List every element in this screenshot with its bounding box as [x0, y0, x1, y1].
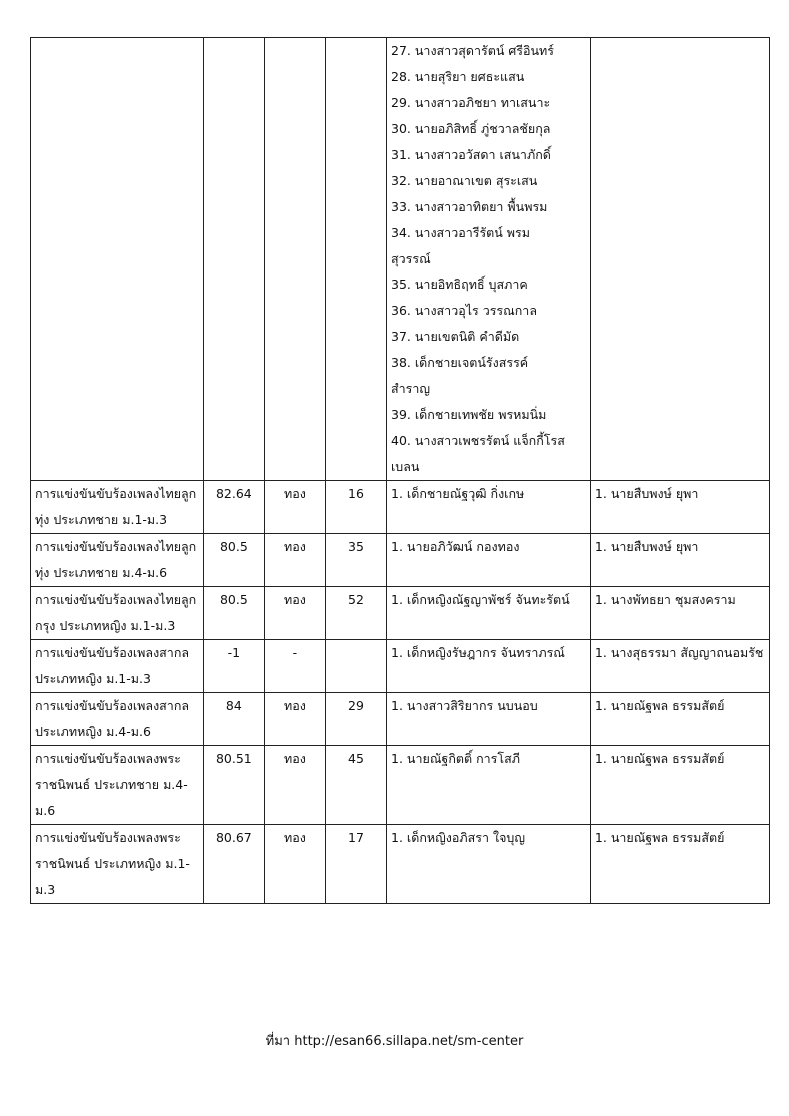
teachers-cell [590, 693, 769, 746]
score-cell: 80.5 [203, 587, 264, 640]
competition-cell: การแข่งขันขับร้องเพลงสากล ประเภทหญิง ม.4-ม.6 [31, 693, 204, 746]
score-cell: 84 [203, 693, 264, 746]
score-cell [203, 38, 264, 481]
students-cell [387, 640, 591, 693]
student-line: สำราญ [391, 381, 431, 396]
score-cell: 80.5 [203, 534, 264, 587]
medal-cell: ทอง [264, 587, 325, 640]
student-line: 34. นางสาวอารีรัตน์ พรม [391, 225, 531, 240]
competition-cell: การแข่งขันขับร้องเพลงพระราชนิพนธ์ ประเภทชาย ม.4-ม.6 [31, 746, 204, 825]
rank-cell: 17 [325, 825, 386, 904]
rank-cell: 35 [325, 534, 386, 587]
student-line: 31. นางสาวอวัสดา เสนาภักดิ์ [391, 147, 551, 162]
table-row [31, 481, 770, 534]
student-line: 32. นายอาณาเขต สุระเสน [391, 173, 538, 188]
students-cell [387, 825, 591, 904]
score-cell: -1 [203, 640, 264, 693]
table-row [31, 640, 770, 693]
student-line: 37. นายเขตนิติ คำดีมัด [391, 329, 520, 344]
rank-cell: 29 [325, 693, 386, 746]
medal-cell: ทอง [264, 693, 325, 746]
student-line: 30. นายอภิสิทธิ์ ภู่ชวาลชัยกุล [391, 121, 551, 136]
student-line: 1. เด็กหญิงอภิสรา ใจบุญ [391, 830, 525, 845]
rank-cell: 16 [325, 481, 386, 534]
table-row [31, 746, 770, 825]
student-line: 28. นายสุริยา ยศธะแสน [391, 69, 525, 84]
competition-cell: การแข่งขันขับร้องเพลงไทยลูกทุ่ง ประเภทชาย ม.4-ม.6 [31, 534, 204, 587]
teacher-line: 1. นายสืบพงษ์ ยุพา [594, 539, 699, 554]
student-line: 35. นายอิทธิฤทธิ์ บุสภาค [391, 277, 528, 292]
student-line: 1. เด็กหญิงรัษฎากร จันทราภรณ์ [391, 645, 565, 660]
student-line: 1. นางสาวสิริยากร นบนอบ [391, 698, 538, 713]
score-cell: 82.64 [203, 481, 264, 534]
teachers-cell [590, 587, 769, 640]
teachers-cell [590, 481, 769, 534]
competition-cell: การแข่งขันขับร้องเพลงพระราชนิพนธ์ ประเภทหญิง ม.1-ม.3 [31, 825, 204, 904]
teacher-line: 1. นายณัฐพล ธรรมสัตย์ [594, 751, 725, 766]
table-row [31, 825, 770, 904]
medal-cell [264, 38, 325, 481]
student-line: 33. นางสาวอาทิตยา พื้นพรม [391, 199, 548, 214]
student-line: สุวรรณ์ [391, 251, 431, 266]
medal-cell: ทอง [264, 534, 325, 587]
competition-cell: การแข่งขันขับร้องเพลงไทยลูกกรุง ประเภทหญิง ม.1-ม.3 [31, 587, 204, 640]
teachers-cell [590, 534, 769, 587]
rank-cell: 52 [325, 587, 386, 640]
teacher-line: 1. นางสุธรรมา สัญญาถนอมรัช [594, 645, 764, 660]
students-cell [387, 693, 591, 746]
student-line: 36. นางสาวอุไร วรรณกาล [391, 303, 537, 318]
table-row [31, 587, 770, 640]
table-row [31, 38, 770, 481]
students-cell [387, 746, 591, 825]
source-footer: ที่มา http://esan66.sillapa.net/sm-center [265, 1034, 524, 1049]
medal-cell: - [264, 640, 325, 693]
results-table [30, 37, 770, 904]
teacher-line: 1. นายณัฐพล ธรรมสัตย์ [594, 830, 725, 845]
teacher-line: 1. นางพัทธยา ชุมสงคราม [594, 592, 736, 607]
table-row [31, 693, 770, 746]
medal-cell: ทอง [264, 481, 325, 534]
teachers-cell [590, 746, 769, 825]
student-line: 40. นางสาวเพชรรัตน์ แจ็กกี้โรส [391, 433, 565, 448]
student-line: 1. นายอภิวัฒน์ กองทอง [391, 539, 520, 554]
rank-cell [325, 640, 386, 693]
students-cell [387, 534, 591, 587]
student-line: 27. นางสาวสุดารัตน์ ศรีอินทร์ [391, 43, 554, 58]
competition-cell: การแข่งขันขับร้องเพลงไทยลูกทุ่ง ประเภทชาย ม.1-ม.3 [31, 481, 204, 534]
student-line: 1. เด็กชายณัฐวุฒิ กิ่งเกษ [391, 486, 525, 501]
teacher-line: 1. นายณัฐพล ธรรมสัตย์ [594, 698, 725, 713]
student-line: 1. เด็กหญิงณัฐญาพัชร์ จันทะรัตน์ [391, 592, 570, 607]
results-table-body [31, 38, 770, 904]
students-cell [387, 587, 591, 640]
score-cell: 80.67 [203, 825, 264, 904]
students-cell [387, 38, 591, 481]
competition-cell [31, 38, 204, 481]
student-line: 29. นางสาวอภิชยา ทาเสนาะ [391, 95, 551, 110]
student-line: 38. เด็กชายเจตน์รังสรรค์ [391, 355, 529, 370]
teachers-cell [590, 640, 769, 693]
teacher-line: 1. นายสืบพงษ์ ยุพา [594, 486, 699, 501]
medal-cell: ทอง [264, 825, 325, 904]
competition-cell: การแข่งขันขับร้องเพลงสากล ประเภทหญิง ม.1-ม.3 [31, 640, 204, 693]
student-line: 39. เด็กชายเทพชัย พรหมนิ่ม [391, 407, 547, 422]
rank-cell [325, 38, 386, 481]
table-row [31, 534, 770, 587]
score-cell: 80.51 [203, 746, 264, 825]
student-line: 1. นายณัฐกิตติ์ การโสภี [391, 751, 520, 766]
student-line: เบลน [391, 459, 420, 474]
teachers-cell [590, 38, 769, 481]
medal-cell: ทอง [264, 746, 325, 825]
rank-cell: 45 [325, 746, 386, 825]
teachers-cell [590, 825, 769, 904]
students-cell [387, 481, 591, 534]
